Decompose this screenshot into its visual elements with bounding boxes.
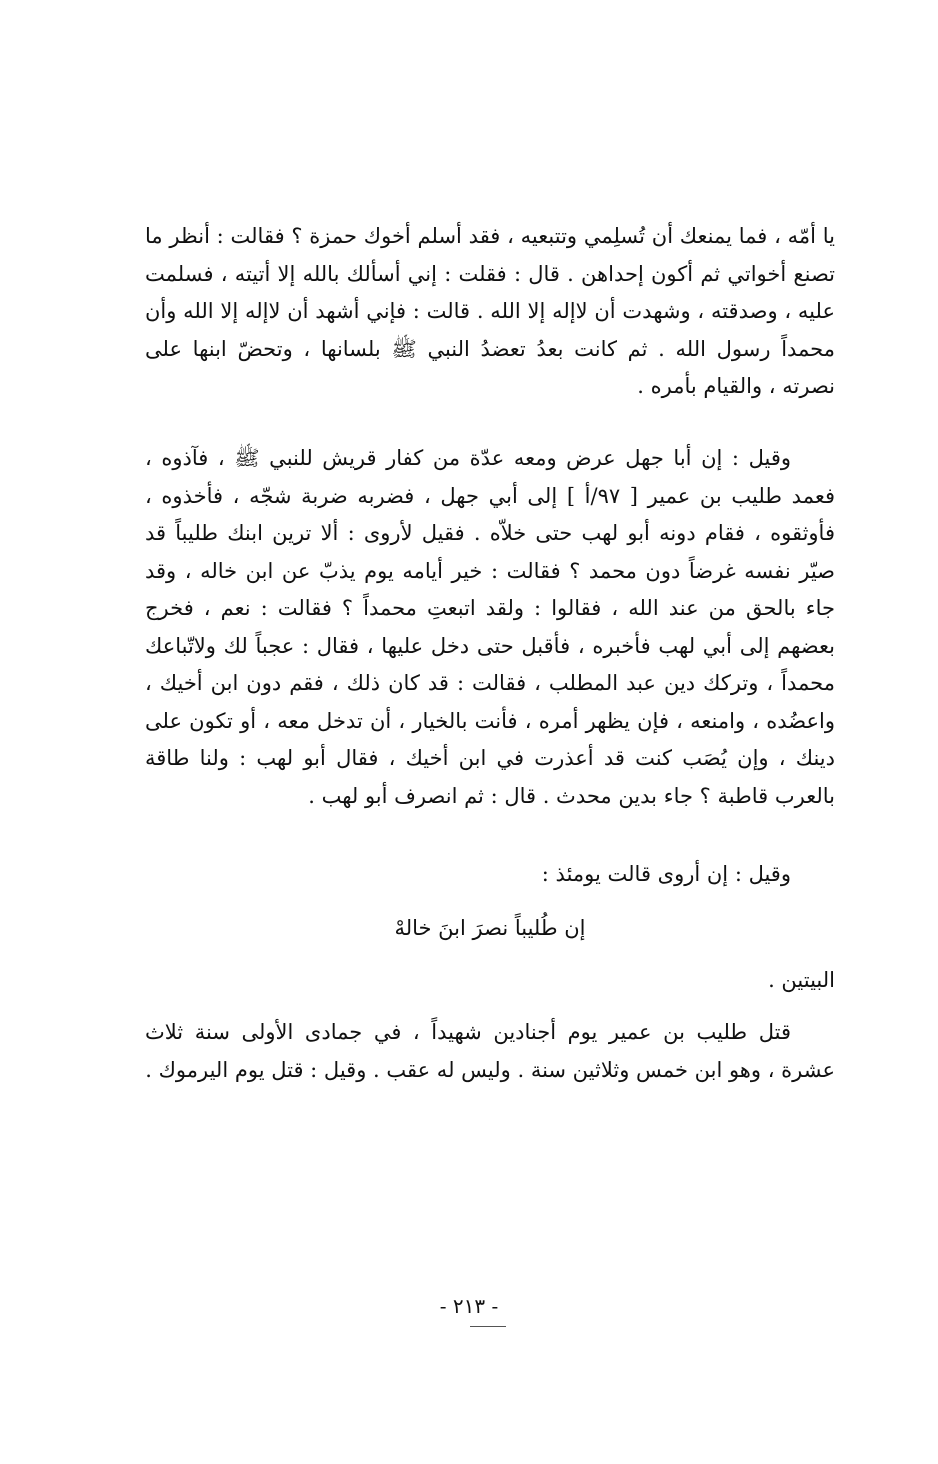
text-body-death [145,1014,835,1089]
text-body-upper [145,218,835,406]
paragraph-death-of-tulayb: قتل طليب بن عمير يوم أجنادين شهيداً ، في جمادى الأولى سنة ثلاث عشرة ، وهو ابن خمس وثلاثين سنة . وليس له عقب . وقيل : قتل يوم اليرموك . [145,1020,835,1082]
paragraph-arwa-conversion: يا أمّه ، فما يمنعك أن تُسلِمي وتتبعيه ، فقد أسلم أخوك حمزة ؟ فقالت : أنظر ما تصنع أخواتي ثم أكون إحداهن . قال : فقلت : إني أسألك بالله إلا أتيته ، فسلمت عليه ، وصدقته ، وشهدت أن لاإله إلا الله . قالت : فإني أشهد أن لاإله إلا الله وأن محمداً رسول الله . ثم كانت بعدُ تعضدُ النبي ﷺ بلسانها ، وتحضّ ابنها على نصرته ، والقيام بأمره . [145,224,835,398]
text-body-poem-intro [145,856,835,894]
text-body-middle [145,440,835,815]
paragraph-abu-jahl-incident: وقيل : إن أبا جهل عرض ومعه عدّة من كفار قريش للنبي ﷺ ، فآذوه ، فعمد طليب بن عمير [ ٩٧/أ ] إلى أبي جهل ، فضربه ضربة شجّه ، فأخذوه ، فأوثقوه ، فقام دونه أبو لهب حتى خلاّه . فقيل لأروى : ألا ترين ابنك طليباً قد صيّر نفسه غرضاً دون محمد ؟ فقالت : خير أيامه يوم يذبّ عن ابن خاله ، وقد جاء بالحق من عند الله ، فقالوا : ولقد اتبعتِ محمداً ؟ فقالت : نعم ، فخرج بعضهم إلى أبي لهب فأخبره ، فأقبل حتى دخل عليها ، فقال : عجباً لك ولاتّباعك محمداً ، وتركك دين عبد المطلب ، فقالت : قد كان ذلك ، فقم دون ابن أخيك ، واعضُده ، وامنعه ، فإن يظهر أمره ، فأنت بالخيار ، أن تدخل معه ، أو تكون على دينك ، وإن يُصَب كنت قد أعذرت في ابن أخيك ، فقال أبو لهب : ولنا طاقة بالعرب قاطبة ؟ جاء بدين محدث . قال : ثم انصرف أبو لهب . [145,446,836,808]
paragraph-verse-note: البيتين . [768,968,835,992]
page-number: - ٢١٣ - [439,1294,499,1318]
text-body-verse-note [145,962,835,1000]
paragraph-poem-introduction: وقيل : إن أروى قالت يومئذ : [541,862,791,886]
page-number-rule [470,1326,506,1327]
poem-verse: إن طُليباً نصرَ ابنَ خالهْ [394,916,586,940]
